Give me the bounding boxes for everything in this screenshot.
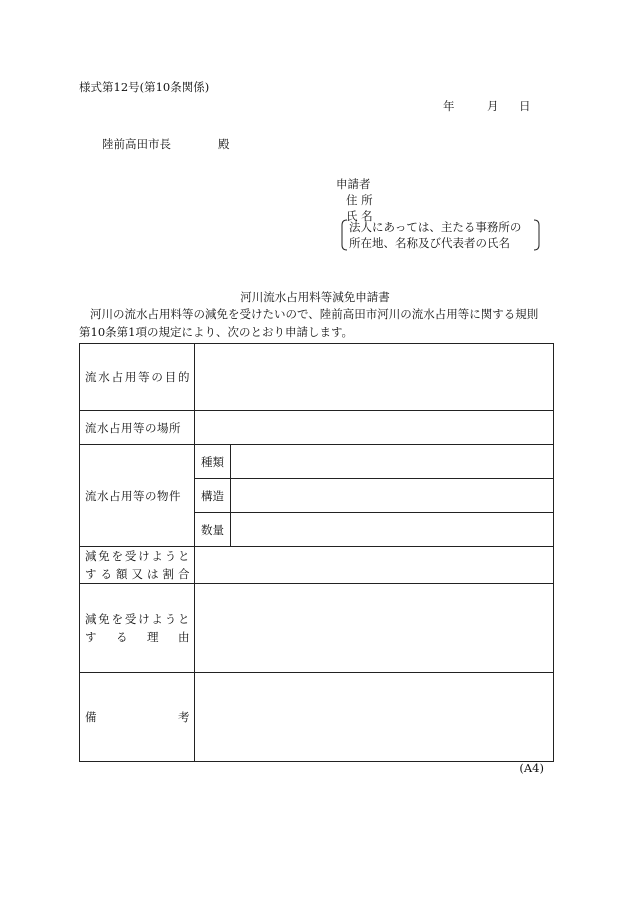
row-remarks	[80, 673, 554, 762]
label-amount-line-1: 減 免 を 受 け よ う と	[85, 549, 190, 563]
field-purpose[interactable]	[195, 344, 554, 411]
label-purpose	[80, 344, 195, 411]
row-location	[80, 411, 554, 445]
applicant-name-label: 氏 名	[346, 209, 373, 223]
date-line	[443, 101, 531, 113]
label-reason-line-2: す る 理 由	[85, 630, 190, 644]
label-amount	[80, 547, 195, 584]
applicant-label: 申請者	[336, 177, 371, 191]
date-day: 日	[519, 99, 531, 113]
label-structure: 構造	[195, 479, 231, 513]
field-reason[interactable]	[195, 584, 554, 673]
row-reason	[80, 584, 554, 673]
label-reason	[80, 584, 195, 673]
field-quantity[interactable]	[231, 513, 554, 547]
document-title: 河川流水占用料等減免申請書	[240, 290, 390, 304]
field-location[interactable]	[195, 411, 554, 445]
label-remarks-a: 備	[85, 710, 97, 724]
label-purpose-text: 流 水 占 用 等 の 目 的	[85, 370, 190, 384]
applicant-address-label: 住 所	[346, 193, 373, 207]
form-number: 様式第12号(第10条関係)	[79, 80, 210, 94]
corporate-note-line-1: 法人にあっては、主たる事務所の	[349, 220, 522, 234]
label-remarks-b: 考	[178, 710, 190, 724]
body-text	[79, 305, 554, 341]
field-remarks[interactable]	[195, 673, 554, 762]
label-object-text: 流水占用等の物件	[85, 488, 181, 503]
row-object-type	[80, 445, 554, 479]
body-line-2: 第10条第1項の規定により、次のとおり申請します。	[79, 325, 354, 339]
field-amount[interactable]	[195, 547, 554, 584]
date-month: 月	[487, 99, 499, 113]
corporate-note-line-2: 所在地、名称及び代表者の氏名	[349, 236, 510, 250]
row-amount	[80, 547, 554, 584]
corporate-note	[340, 219, 541, 251]
application-table	[79, 343, 554, 762]
addressee	[102, 139, 230, 151]
label-quantity: 数量	[195, 513, 231, 547]
date-year: 年	[443, 99, 455, 113]
addressee-honorific: 殿	[218, 137, 230, 151]
row-purpose	[80, 344, 554, 411]
addressee-title: 陸前高田市長	[102, 137, 171, 151]
applicant-block	[336, 176, 373, 224]
label-object	[80, 445, 195, 547]
field-structure[interactable]	[231, 479, 554, 513]
label-type: 種類	[195, 445, 231, 479]
label-location-text: 流水占用等の場所	[85, 420, 181, 435]
label-reason-line-1: 減 免 を 受 け よ う と	[85, 612, 190, 626]
label-amount-line-2: す る 額 又 は 割 合	[85, 567, 190, 581]
label-location	[80, 411, 195, 445]
label-remarks	[80, 673, 195, 762]
paper-size: (A4)	[519, 761, 544, 775]
field-type[interactable]	[231, 445, 554, 479]
body-line-1: 河川の流水占用料等の減免を受けたいので、陸前高田市河川の流水占用等に関する規則	[90, 307, 539, 321]
